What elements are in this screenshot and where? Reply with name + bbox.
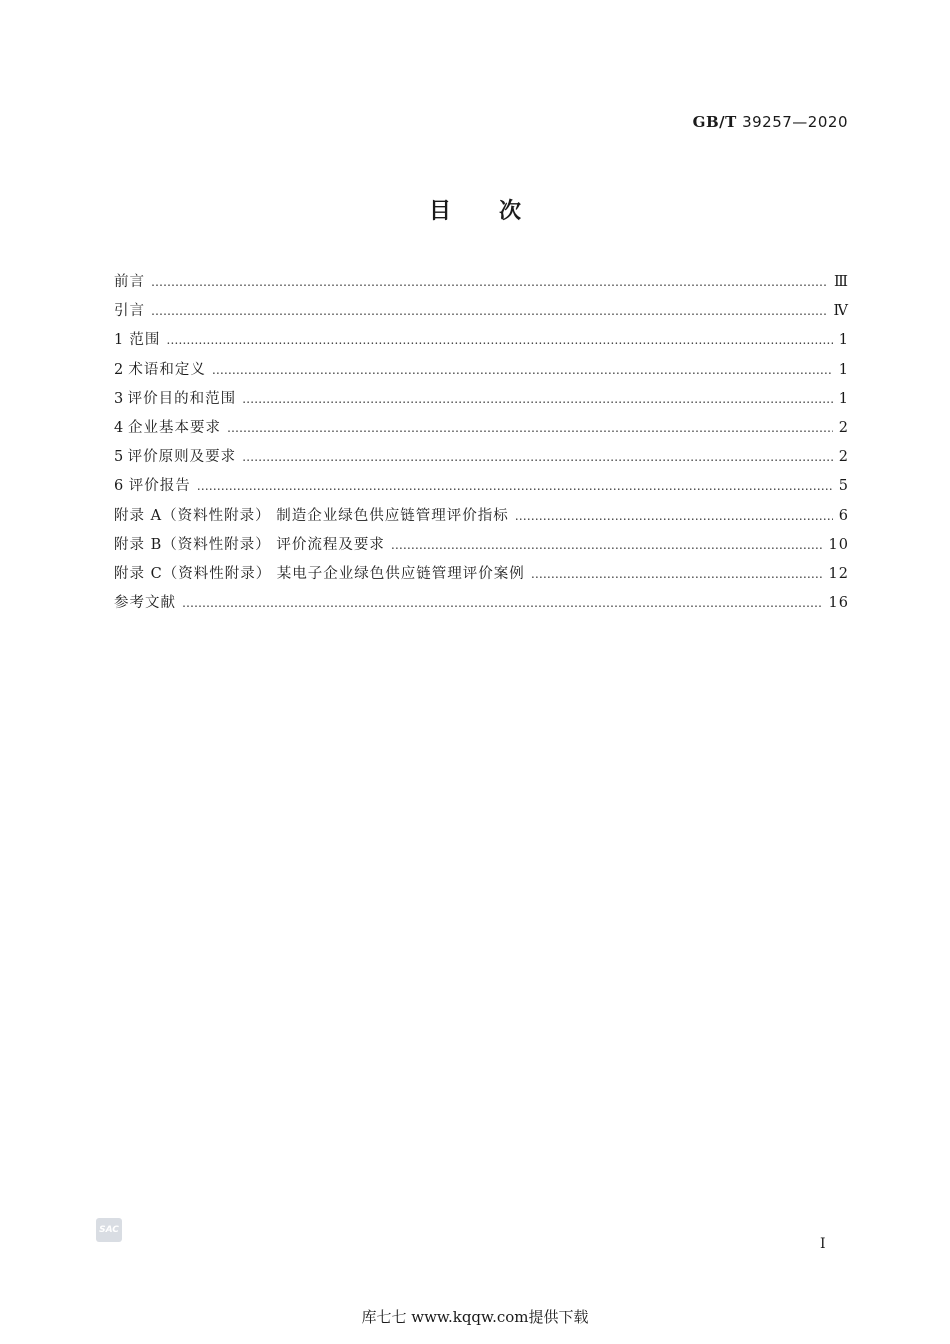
toc-entry-label: 附录 C（资料性附录） 某电子企业绿色供应链管理评价案例 bbox=[114, 565, 525, 582]
toc-entry-page: 10 bbox=[828, 536, 849, 553]
dot-leader bbox=[531, 567, 823, 581]
toc-entry-number: 6 bbox=[114, 478, 125, 495]
toc-entry-number: 4 bbox=[114, 419, 125, 436]
toc-entry-page: 5 bbox=[838, 478, 849, 495]
page-number: I bbox=[820, 1236, 826, 1252]
toc-entry-number: 1 bbox=[114, 332, 125, 349]
toc-entry-label: 引言 bbox=[114, 303, 145, 320]
standard-prefix: GB/T bbox=[692, 113, 737, 131]
toc-entry-page: 6 bbox=[838, 507, 849, 524]
toc-entry-introduction[interactable] bbox=[114, 299, 849, 328]
toc-entry-terms[interactable] bbox=[114, 358, 849, 387]
toc-entry-appendix-a[interactable] bbox=[114, 504, 849, 533]
toc-entry-label: 术语和定义 bbox=[128, 361, 206, 378]
toc-entry-label: 评价报告 bbox=[128, 478, 191, 495]
toc-entry-label: 前言 bbox=[114, 274, 145, 290]
toc-entry-page: 2 bbox=[838, 419, 849, 436]
toc-entry-appendix-c[interactable] bbox=[114, 562, 849, 591]
toc-entry-number: 2 bbox=[114, 361, 125, 378]
standard-number bbox=[693, 113, 848, 131]
toc-entry-page: Ⅲ bbox=[834, 274, 849, 290]
toc-entry-page: 2 bbox=[838, 449, 849, 466]
dot-leader bbox=[242, 392, 833, 406]
footer-download-note: 库七七 www.kqqw.com提供下载 bbox=[361, 1308, 589, 1326]
dot-leader bbox=[227, 421, 833, 435]
toc-entry-label: 范围 bbox=[129, 332, 161, 349]
toc-entry-evaluation-principles[interactable] bbox=[114, 445, 849, 474]
toc-entry-page: 1 bbox=[838, 332, 849, 349]
toc-entry-page: 16 bbox=[828, 595, 849, 612]
toc-entry-basic-requirements[interactable] bbox=[114, 416, 849, 445]
toc-entry-evaluation-report[interactable] bbox=[114, 474, 849, 503]
dot-leader bbox=[515, 509, 833, 523]
toc-entry-scope[interactable] bbox=[114, 328, 849, 357]
toc-entry-number: 3 bbox=[114, 390, 125, 407]
dot-leader bbox=[166, 333, 832, 347]
toc-entry-preface[interactable] bbox=[114, 270, 849, 299]
toc-entry-page: 12 bbox=[828, 565, 849, 582]
standard-code: 39257—2020 bbox=[742, 113, 848, 131]
toc-entry-page: 1 bbox=[838, 390, 849, 407]
toc-entry-page: 1 bbox=[838, 361, 849, 378]
dot-leader bbox=[182, 596, 823, 610]
dot-leader bbox=[242, 450, 833, 464]
toc-entry-page: Ⅳ bbox=[833, 303, 849, 320]
toc-entry-number: 5 bbox=[114, 449, 125, 466]
dot-leader bbox=[151, 275, 828, 289]
toc-entry-label: 评价原则及要求 bbox=[127, 449, 237, 466]
toc-entry-evaluation-purpose[interactable] bbox=[114, 387, 849, 416]
table-of-contents bbox=[114, 270, 849, 620]
dot-leader bbox=[391, 538, 823, 552]
toc-entry-label: 附录 B（资料性附录） 评价流程及要求 bbox=[114, 536, 385, 553]
dot-leader bbox=[151, 304, 828, 318]
toc-entry-label: 企业基本要求 bbox=[128, 419, 222, 436]
toc-entry-label: 评价目的和范围 bbox=[127, 390, 237, 407]
sac-logo-icon: SAC bbox=[96, 1218, 122, 1242]
toc-entry-label: 参考文献 bbox=[114, 595, 176, 612]
dot-leader bbox=[212, 363, 833, 377]
dot-leader bbox=[197, 479, 833, 493]
toc-entry-references[interactable] bbox=[114, 591, 849, 620]
toc-title: 目次 bbox=[428, 199, 569, 224]
toc-entry-label: 附录 A（资料性附录） 制造企业绿色供应链管理评价指标 bbox=[114, 507, 509, 524]
toc-entry-appendix-b[interactable] bbox=[114, 533, 849, 562]
